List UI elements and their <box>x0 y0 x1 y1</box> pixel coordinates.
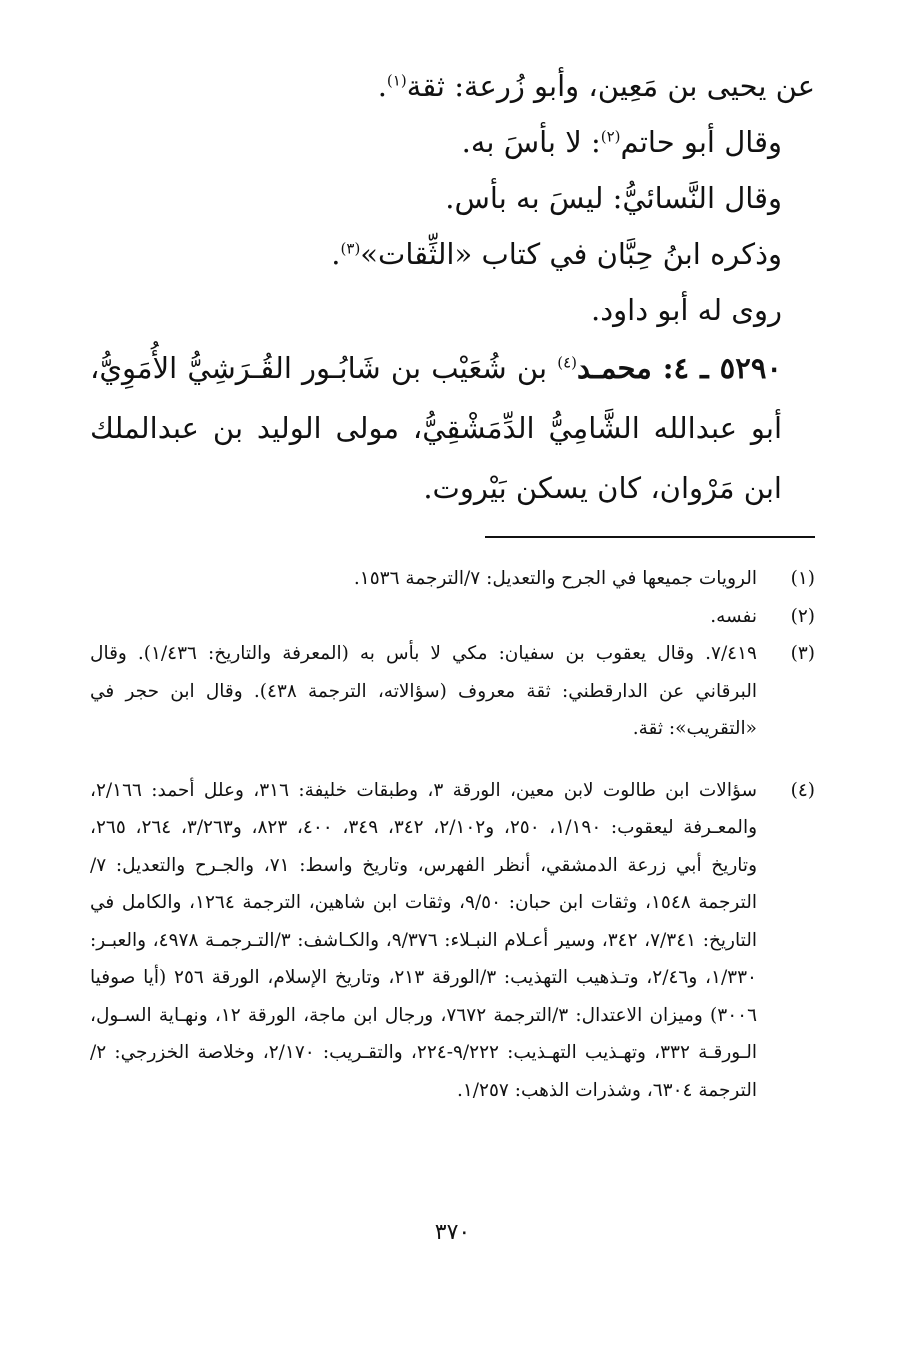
footnote-text: سؤالات ابن طالوت لابن معين، الورقة ٣، وطبقات خليفة: ٣١٦، وعلل أحمد: ٢/١٦٦، والمعـرفة ليعقوب: ١/١٩٠، ٢٥٠، و٢/١٠٢، ٣٤٢، ٣٤٩، ٤٠٠، ٨٢٣، و٣/٢٦٣، ٢٦٤، ٢٦٥، وتاريخ أبي زرعة الدمشقي، أنظر الفهرس، وتاريخ واسط: ٧١، والجـرح والتعديل: ٧/الترجمة ١٥٤٨، وثقات ابن حبان: ٩/٥٠، وثقات ابن شاهين، الترجمة ١٢٦٤، والكامل في التاريخ: ٧/٣٤١، ٣٤٢، وسير أعـلام النبـلاء: ٩/٣٧٦، والكـاشف: ٣/التـرجمـة ٤٩٧٨، والعبـر: ١/٣٣٠، و٢/٤٦، وتـذهيب التهذيب: ٣/الورقة ٢١٣، وتاريخ الإسلام، الورقة ٢٥٦ (أيا صوفيا ٣٠٠٦) وميزان الاعتدال: ٣/الترجمة ٧٦٧٢، ورجال ابن ماجة، الورقة ١٢، ونهـاية السـول، الـورقـة ٣٣٢، وتهـذيب التهـذيب: ٩/٢٢٢-٢٢٤، والتقـريب: ٢/١٧٠، وخلاصة الخزرجي: ٢/الترجمة ٦٣٠٤، وشذرات الذهب: ١/٢٥٧. <box>90 779 758 1101</box>
document-page <box>90 58 815 1308</box>
text-line <box>90 114 815 170</box>
text-segment: وذكره ابنُ حِبَّان في كتاب «الثِّقات» <box>360 237 782 271</box>
footnotes <box>90 560 815 1109</box>
entry-body: بن شُعَيْب بن شَابُـور القُـرَشِيُّ الأُمَوِيُّ، أبو عبدالله الشَّامِيُّ الدِّمَشْقِيُّ، مولى الوليد بن عبدالملك ابن مَرْوان، كان يسكن بَيْروت. <box>90 351 782 505</box>
text-line <box>90 170 815 226</box>
text-segment: وقال النَّسائيُّ: ليسَ به بأس. <box>445 181 782 215</box>
footnote-text: ٧/٤١٩. وقال يعقوب بن سفيان: مكي لا بأس به (المعرفة والتاريخ: ١/٤٣٦). وقال البرقاني عن الدارقطني: ثقة معروف (سؤالاته، الترجمة ٤٣٨). وقال ابن حجر في «التقريب»: ثقة. <box>90 643 757 739</box>
main-text <box>90 58 815 518</box>
footnote-divider <box>485 536 815 538</box>
footnote-text: نفسه. <box>710 605 757 627</box>
text-line <box>90 226 815 282</box>
footnote-ref[interactable]: (١) <box>386 71 407 90</box>
footnote-ref[interactable]: (٣) <box>340 239 361 258</box>
footnote-number: (٣) <box>790 643 815 664</box>
page-number: ٣٧٠ <box>434 1220 471 1245</box>
text-segment: : لا بأسَ به. <box>461 125 601 159</box>
footnote <box>90 560 815 598</box>
footnote-text: الرويات جميعها في الجرح والتعديل: ٧/الترجمة ١٥٣٦. <box>353 568 757 589</box>
footnote-number: (١) <box>790 568 815 589</box>
text-segment: عن يحيى بن مَعِين، وأبو زُرعة: ثقة <box>406 69 815 103</box>
entry-heading: ٥٢٩٠ ـ ٤: محمـد <box>577 351 782 385</box>
text-segment: . <box>331 237 341 271</box>
text-line <box>90 282 815 338</box>
footnote <box>90 635 815 748</box>
footnote-ref[interactable]: (٢) <box>600 127 621 146</box>
text-segment: وقال أبو حاتم <box>620 125 782 159</box>
footnote-number: (٤) <box>790 779 815 801</box>
text-line <box>90 58 815 114</box>
footnote-number: (٢) <box>790 605 815 627</box>
biography-entry <box>90 338 815 518</box>
text-segment: روى له أبو داود. <box>591 293 782 327</box>
footnote-ref[interactable]: (٤) <box>557 353 577 372</box>
footnote <box>90 598 815 636</box>
footnote <box>90 772 815 1110</box>
text-segment: . <box>377 69 387 103</box>
